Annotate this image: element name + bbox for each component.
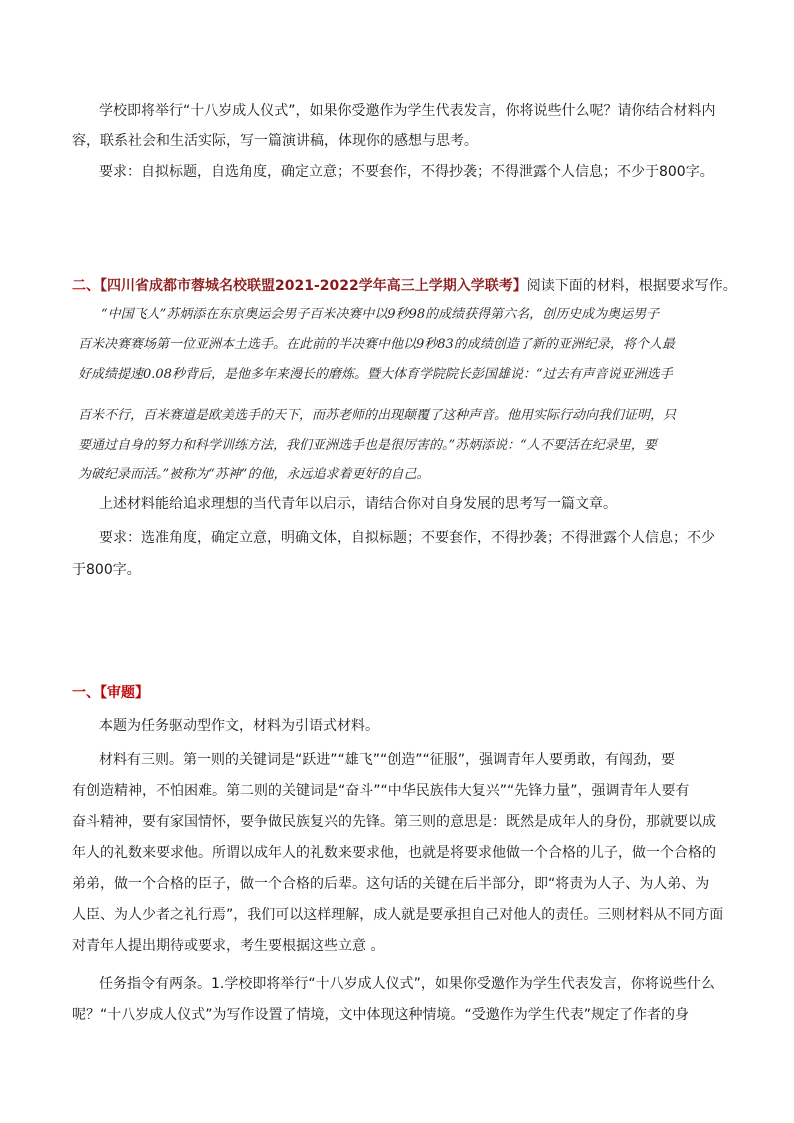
task-two-requirement-line-1: 要求：选准角度，确定立意，明确文体，自拟标题；不要套作，不得抄袭；不得泄露个人信息；不少	[99, 530, 715, 546]
task-two-requirement-line-2: 于800字。	[72, 562, 141, 578]
task-one-requirement: 要求：自拟标题，自选角度，确定立意；不要套作，不得抄袭；不得泄露个人信息；不少于800字。	[99, 164, 714, 180]
task-one-line-2: 容，联系社会和生活实际，写一篇演讲稿，体现你的感想与思考。	[72, 133, 478, 149]
analysis-line: 材料有三则。第一则的关键词是“跃进”“雄飞”“创造”“征服”，强调青年人要勇敢，有闯劲，要	[99, 752, 676, 768]
material-line: 百米决赛赛场第一位亚洲本土选手。在此前的半决赛中他以9秒83的成绩创造了新的亚洲纪录，将个人最	[78, 337, 675, 352]
analysis-heading: 一、【审题】	[72, 685, 149, 701]
analysis-line: 年人的礼数来要求他。所谓以成年人的礼数来要求他，也就是将要求他做一个合格的儿子，做一个合格的	[72, 845, 716, 861]
task-two-number: 二、	[72, 278, 100, 294]
material-line: 好成绩提速0.08秒背后，是他多年来漫长的磨炼。暨大体育学院院长彭国雄说：“过去有声音说亚洲选手	[78, 367, 673, 382]
analysis-line: 奋斗精神，要有家国情怀，要争做民族复兴的先锋。第三则的意思是：既然是成年人的身份，那就要以成	[72, 814, 716, 830]
analysis-line: 有创造精神，不怕困难。第二则的关键词是“奋斗”“中华民族伟大复兴”“先锋力量”，强调青年人要有	[72, 783, 690, 799]
analysis-line: 对青年人提出期待或要求，考生要根据这些立意 。	[72, 938, 385, 954]
task-two-instruction: 阅读下面的材料，根据要求写作。	[526, 278, 737, 294]
analysis-line: 弟弟，做一个合格的臣子，做一个合格的后辈。这句话的关键在后半部分，即“将责为人子、为人弟、为	[72, 876, 710, 892]
task-one-line-1: 学校即将举行“十八岁成人仪式”，如果你受邀作为学生代表发言，你将说些什么呢？请你结合材料内	[99, 103, 716, 119]
material-line: 为破纪录而活。”被称为“苏神”的他，永远追求着更好的自己。	[78, 467, 430, 482]
task-two-heading	[72, 276, 737, 296]
material-line: “中国飞人”苏炳添在东京奥运会男子百米决赛中以9秒98的成绩获得第六名，创历史成为奥运男子	[101, 307, 660, 322]
analysis-intro: 本题为任务驱动型作文，材料为引语式材料。	[99, 718, 379, 734]
task-instruction-line-1: 任务指令有两条。1.学校即将举行“十八岁成人仪式”，如果你受邀作为学生代表发言，你将说些什么	[99, 976, 715, 992]
analysis-line: 人臣、为人少者之礼行焉”，我们可以这样理解，成人就是要承担自己对他人的责任。三则材料从不同方面	[72, 907, 724, 923]
task-two-prompt: 上述材料能给追求理想的当代青年以启示，请结合你对自身发展的思考写一篇文章。	[99, 496, 617, 512]
task-two-source: 【四川省成都市蓉城名校联盟2021-2022学年高三上学期入学联考】	[100, 278, 527, 294]
material-line: 要通过自身的努力和科学训练方法，我们亚洲选手也是很厉害的。”苏炳添说：“人不要活在纪录里，要	[78, 438, 657, 453]
material-line: 百米不行，百米赛道是欧美选手的天下，而苏老师的出现颠覆了这种声音。他用实际行动向我们证明，只	[78, 408, 677, 423]
task-instruction-line-2: 呢？“十八岁成人仪式”为写作设置了情境，文中体现这种情境。“受邀作为学生代表”规定了作者的身	[72, 1007, 690, 1023]
